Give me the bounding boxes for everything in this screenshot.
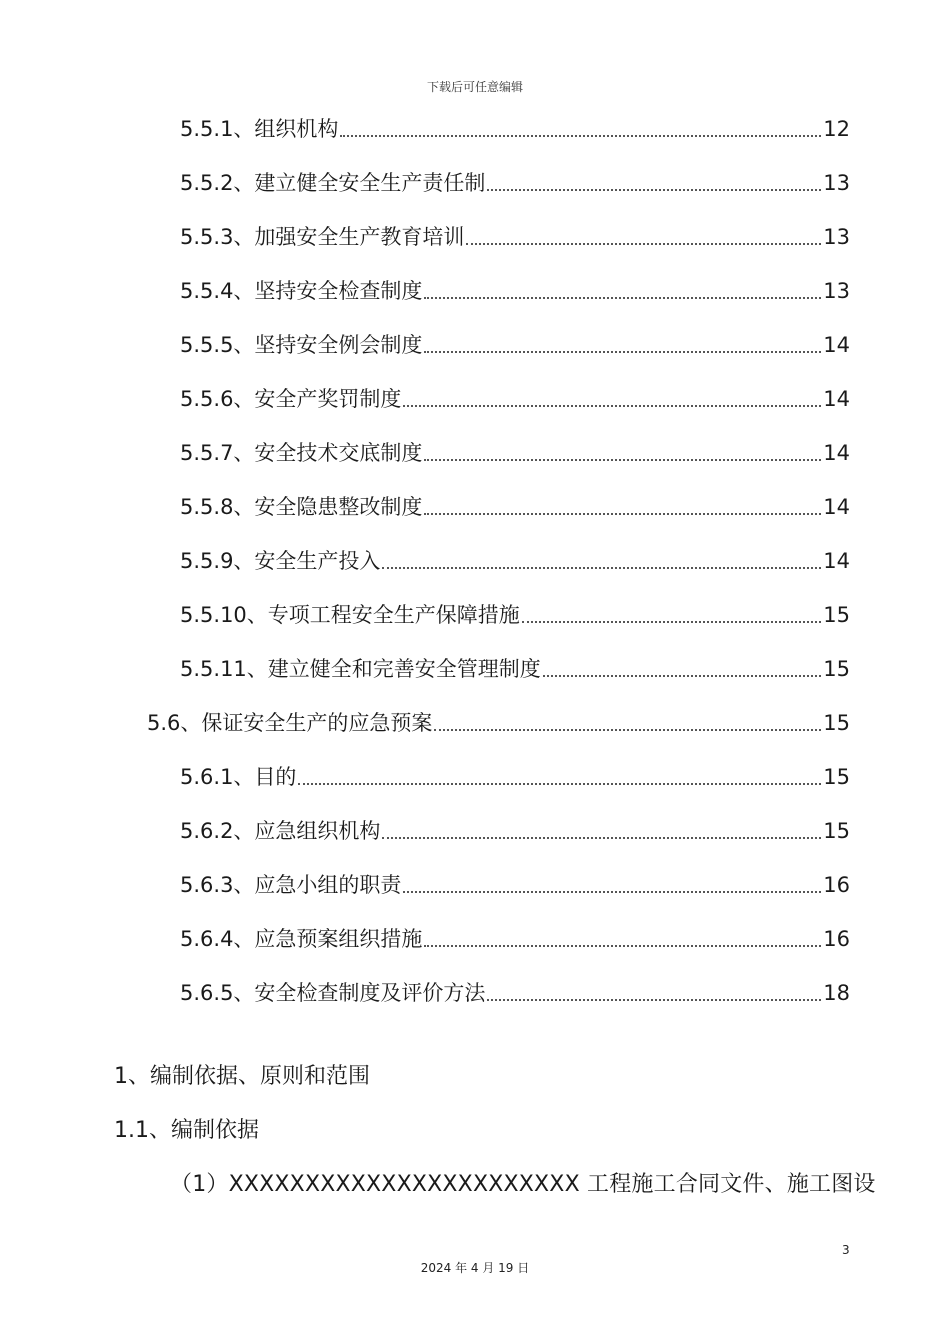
toc-dot-leader [466,243,821,245]
toc-dot-leader [340,135,821,137]
toc-entry-page: 14 [823,495,850,519]
footer-date: 2024 年 4 月 19 日 [420,1261,530,1275]
toc-entry-label: 5.5.8、安全隐患整改制度 [180,495,423,519]
toc-entry-page: 14 [823,441,850,465]
toc-entry-label: 5.6.1、目的 [180,765,297,789]
toc-entry[interactable] [180,330,850,360]
toc-dot-leader [424,513,821,515]
section-heading: 1、编制依据、原则和范围 [114,1064,370,1089]
toc-entry[interactable] [180,276,850,306]
toc-entry-label: 5.5.4、坚持安全检查制度 [180,279,423,303]
toc-entry-page: 14 [823,333,850,357]
toc-entry[interactable] [180,870,850,900]
toc-entry-label: 5.6.4、应急预案组织措施 [180,927,423,951]
toc-entry-label: 5.5.1、组织机构 [180,117,339,141]
page-number: 3 [842,1243,850,1257]
toc-entry-page: 14 [823,387,850,411]
toc-entry-page: 14 [823,549,850,573]
toc-entry[interactable] [180,492,850,522]
toc-dot-leader [487,189,821,191]
toc-entry-label: 5.5.3、加强安全生产教育培训 [180,225,465,249]
toc-entry-label: 5.5.10、专项工程安全生产保障措施 [180,603,520,627]
toc-entry-page: 13 [823,171,850,195]
toc-dot-leader [424,459,821,461]
toc-dot-leader [434,729,821,731]
toc-entry-label: 5.6.2、应急组织机构 [180,819,381,843]
toc-dot-leader [487,999,821,1001]
toc-entry-page: 15 [823,603,850,627]
toc-entry-page: 15 [823,711,850,735]
toc-entry[interactable] [180,978,850,1008]
toc-dot-leader [543,675,821,677]
toc-entry-label: 5.5.7、安全技术交底制度 [180,441,423,465]
toc-dot-leader [424,351,821,353]
toc-entry-page: 12 [823,117,850,141]
toc-dot-leader [424,297,821,299]
toc-entry[interactable] [180,816,850,846]
toc-entry[interactable] [180,438,850,468]
toc-entry-label: 5.5.2、建立健全安全生产责任制 [180,171,486,195]
toc-dot-leader [403,891,821,893]
toc-entry[interactable] [180,546,850,576]
toc-entry-page: 13 [823,279,850,303]
toc-entry[interactable] [180,114,850,144]
toc-entry-label: 5.5.9、安全生产投入 [180,549,381,573]
toc-entry-label: 5.6.3、应急小组的职责 [180,873,402,897]
toc-dot-leader [424,945,821,947]
toc-entry[interactable] [180,168,850,198]
toc-dot-leader [522,621,821,623]
toc-entry-page: 16 [823,873,850,897]
toc-entry-page: 13 [823,225,850,249]
toc-entry[interactable] [180,222,850,252]
body-paragraph: （1）XXXXXXXXXXXXXXXXXXXXXXX 工程施工合同文件、施工图设 [170,1172,876,1197]
toc-dot-leader [382,567,821,569]
toc-dot-leader [403,405,821,407]
toc-entry[interactable] [180,762,850,792]
toc-entry-page: 18 [823,981,850,1005]
toc-entry-label: 5.6.5、安全检查制度及评价方法 [180,981,486,1005]
subsection-heading: 1.1、编制依据 [114,1118,259,1143]
toc-entry-page: 15 [823,819,850,843]
toc-dot-leader [298,783,821,785]
toc-entry[interactable] [180,654,850,684]
toc-entry-label: 5.5.11、建立健全和完善安全管理制度 [180,657,541,681]
toc-entry-page: 15 [823,765,850,789]
toc-entry[interactable] [180,924,850,954]
page-header: 下载后可任意编辑 [426,80,523,94]
toc-entry[interactable] [180,600,850,630]
toc-dot-leader [382,837,821,839]
toc-entry[interactable] [147,708,850,738]
toc-entry-label: 5.5.5、坚持安全例会制度 [180,333,423,357]
toc-entry-page: 16 [823,927,850,951]
toc-entry-label: 5.6、保证安全生产的应急预案 [147,711,433,735]
toc-entry[interactable] [180,384,850,414]
toc-entry-page: 15 [823,657,850,681]
toc-entry-label: 5.5.6、安全产奖罚制度 [180,387,402,411]
